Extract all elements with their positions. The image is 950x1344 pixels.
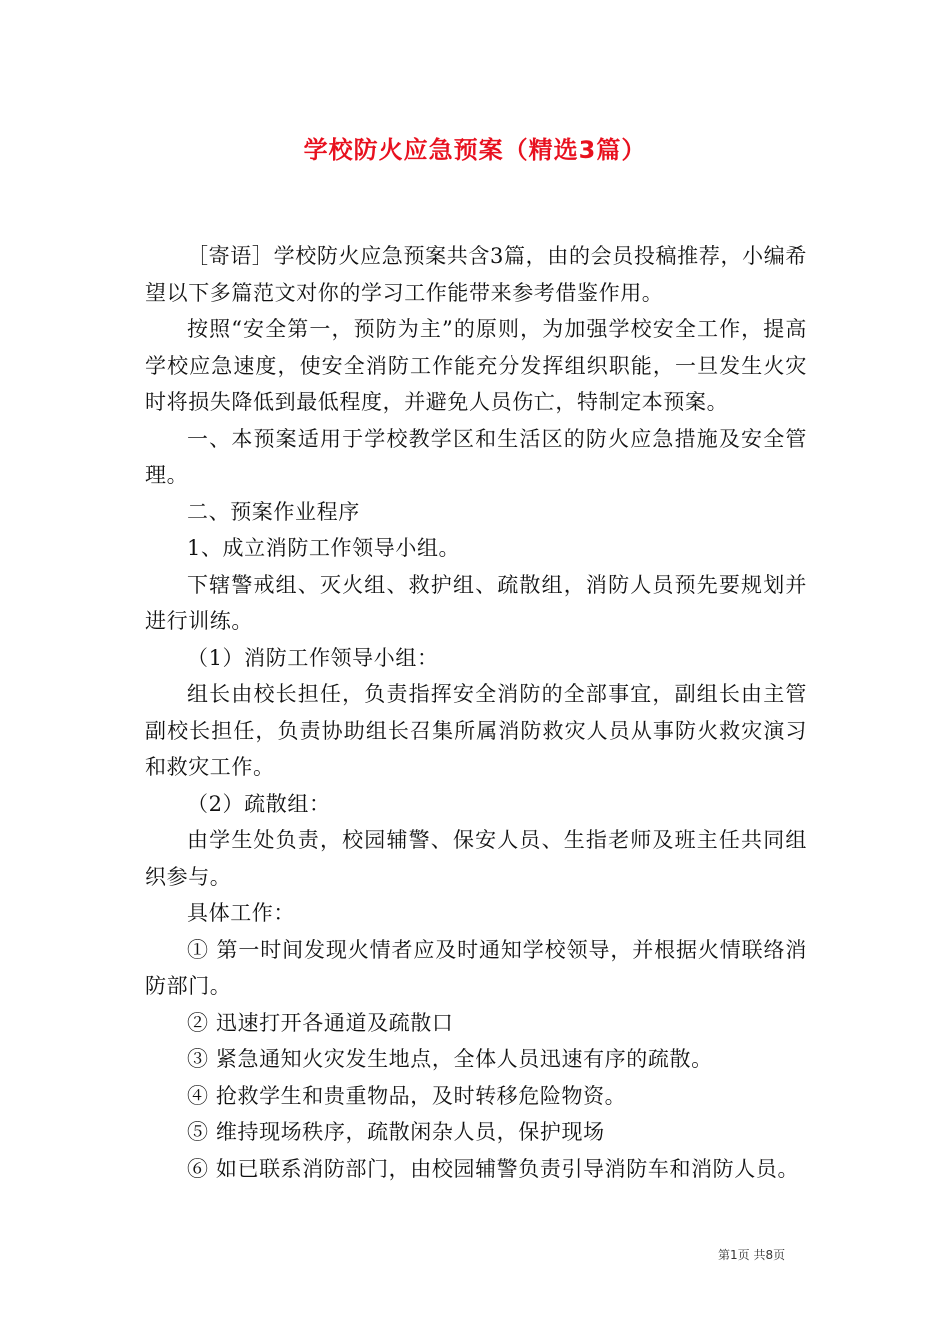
list-item-5: ⑤ 维持现场秩序，疏散闲杂人员，保护现场 — [187, 1120, 605, 1144]
page-number: 第1页 共8页 — [718, 1248, 786, 1262]
item-leadership-group: 1、成立消防工作领导小组。 — [187, 536, 461, 560]
list-item-2: ② 迅速打开各通道及疏散口 — [187, 1010, 454, 1035]
list-item-6: ⑥ 如已联系消防部门，由校园辅警负责引导消防车和消防人员。 — [187, 1156, 800, 1181]
subheading-specific-work: 具体工作： — [187, 901, 295, 925]
paragraph-subgroups: 下辖警戒组、灭火组、救护组、疏散组，消防人员预先要规划并进行训练。 — [145, 572, 807, 633]
paragraph-principle: 按照“安全第一，预防为主”的原则，为加强学校安全工作，提高学校应急速度，使安全消防工作能充分发挥组织职能，一旦发生火灾时将损失降低到最低程度，并避免人员伤亡，特制定本预案。 — [145, 317, 807, 414]
paragraph-evacuation-members: 由学生处负责，校园辅警、保安人员、生指老师及班主任共同组织参与。 — [145, 828, 807, 889]
list-item-1: ① 第一时间发现火情者应及时通知学校领导，并根据火情联络消防部门。 — [145, 937, 807, 998]
document-body — [145, 238, 807, 1187]
subheading-evacuation-group: （2）疏散组： — [187, 791, 331, 816]
paragraph-leadership-duties: 组长由校长担任，负责指挥安全消防的全部事宜，副组长由主管副校长担任，负责协助组长召集所属消防救灾人员从事防火救灾演习和救灾工作。 — [145, 682, 807, 779]
section-heading-procedure: 二、预案作业程序 — [187, 499, 360, 524]
paragraph-scope: 一、本预案适用于学校教学区和生活区的防火应急措施及安全管理。 — [145, 426, 807, 487]
paragraph-preface: ［寄语］学校防火应急预案共含3篇，由的会员投稿推荐，小编希望以下多篇范文对你的学习工作能带来参考借鉴作用。 — [145, 244, 807, 305]
subheading-leadership-group: （1）消防工作领导小组： — [187, 645, 439, 670]
list-item-4: ④ 抢救学生和贵重物品，及时转移危险物资。 — [187, 1083, 627, 1108]
list-item-3: ③ 紧急通知火灾发生地点，全体人员迅速有序的疏散。 — [187, 1047, 713, 1071]
page-title: 学校防火应急预案（精选3篇） — [303, 136, 647, 164]
